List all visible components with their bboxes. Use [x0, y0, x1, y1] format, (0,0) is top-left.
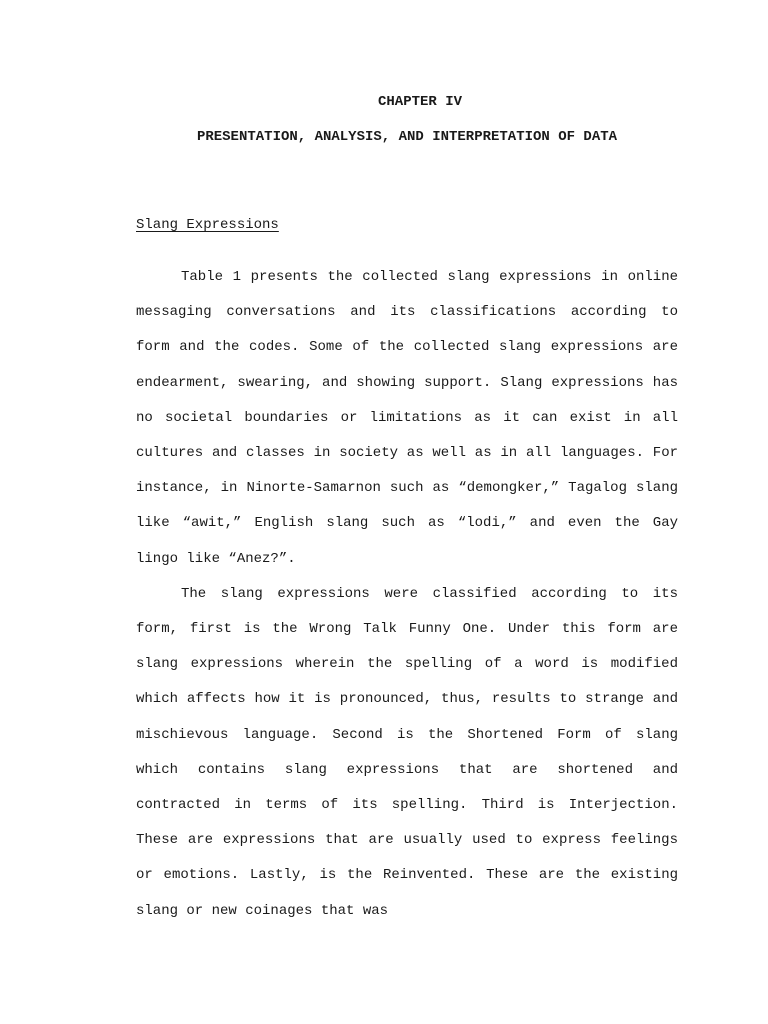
paragraph-1: Table 1 presents the collected slang expressions in online messaging conversations and its classifications according to form and the codes. Some of the collected slang expressions are endearment, swearing, and showing support. Slang expressions has no societal boundaries or limitations as it can exist in all cultures and classes in society as well as in all languages. For instance, in Ninorte-Samarnon such as “demongker,” Tagalog slang like “awit,” English slang such as “lodi,” and even the Gay lingo like “Anez?”.: [136, 269, 678, 567]
section-heading: Slang Expressions: [136, 217, 279, 233]
chapter-heading: CHAPTER IV: [377, 94, 462, 110]
paragraph-2: The slang expressions were classified according to its form, first is the Wrong Talk Funny One. Under this form are slang expressions wherein the spelling of a word is modified which affects how it is pronounced, thus, results to strange and mischievous language. Second is the Shortened Form of slang which contains slang expressions that are shortened and contracted in terms of its spelling. Third is Interjection. These are expressions that are usually used to express feelings or emotions. Lastly, is the Reinvented. These are the existing slang or new coinages that was: [136, 585, 678, 919]
chapter-title: PRESENTATION, ANALYSIS, AND INTERPRETATION OF DATA: [196, 129, 618, 145]
body-text: [136, 260, 678, 929]
